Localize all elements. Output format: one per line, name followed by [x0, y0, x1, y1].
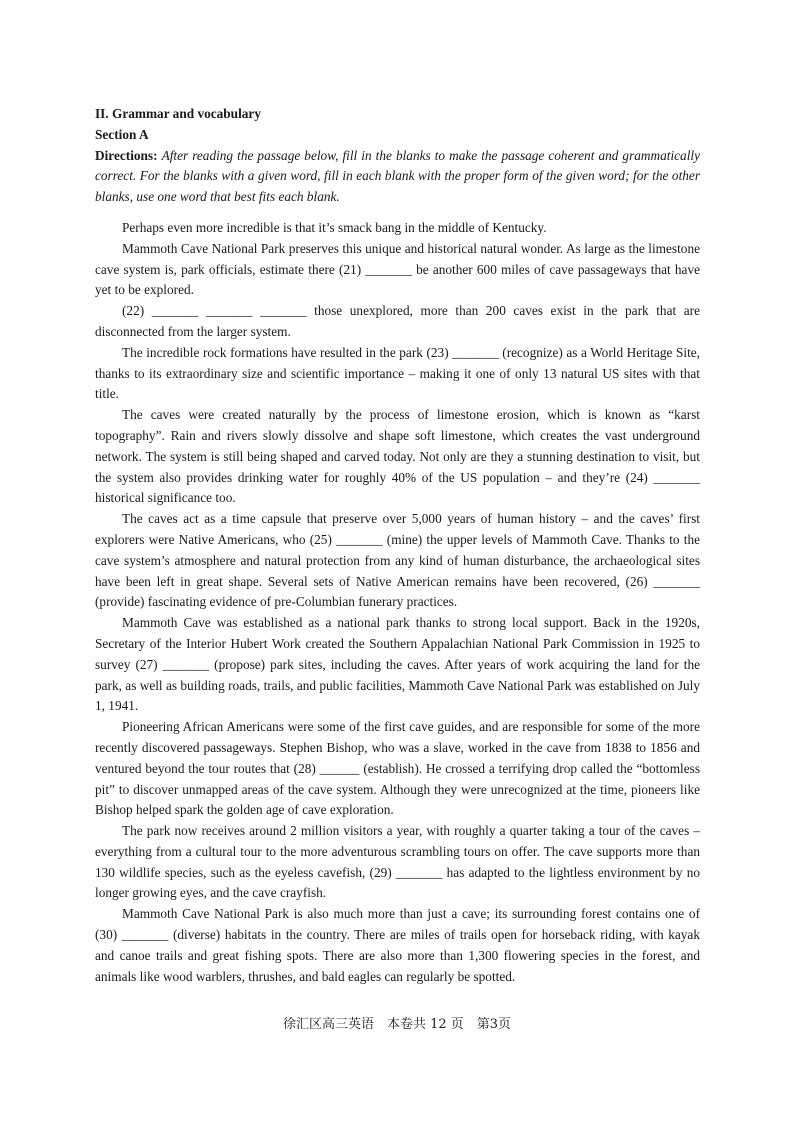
- spacer: [95, 208, 700, 218]
- passage-paragraph: The incredible rock formations have resulted in the park (23) _______ (recognize) as a World Heritage Site, thanks to its extraordinary size and scientific importance – making it one of only 13 natural US sites with that title.: [95, 344, 700, 402]
- directions-label: Directions:: [95, 147, 158, 163]
- passage-paragraph: Mammoth Cave was established as a national park thanks to strong local support. Back in the 1920s, Secretary of the Interior Hubert Work created the Southern Appalachian National Park Commission in 1925 to survey (27) _______ (propose) park sites, including the caves. After years of work acquiring the land for the park, as well as building roads, trails, and public facilities, Mammoth Cave National Park was established on July 1, 1941.: [95, 615, 700, 714]
- passage: [95, 218, 700, 987]
- passage-paragraph: Mammoth Cave National Park is also much more than just a cave; its surrounding forest contains one of (30) _______ (diverse) habitats in the country. There are miles of trails open for horseback riding, with kayak and canoe trails and great fishing spots. There are also more than 1,300 flowering species in the forest, and animals like wood warblers, thrushes, and bald eagles can regularly be spotted.: [95, 906, 700, 984]
- passage-paragraph: Mammoth Cave National Park preserves this unique and historical natural wonder. As large as the limestone cave system is, park officials, estimate there (21) _______ be another 600 miles of cave passageways that have yet to be explored.: [95, 240, 700, 298]
- passage-paragraph: The park now receives around 2 million visitors a year, with roughly a quarter taking a tour of the caves – everything from a cultural tour to the more adventurous scrambling tours on offer. The cave supports more than 130 wildlife species, such as the eyeless cavefish, (29) _______ has adapted to the lightless environment by no longer growing eyes, and the cave crayfish.: [95, 823, 700, 901]
- directions-text: After reading the passage below, fill in the blanks to make the passage coherent and grammatically correct. For the blanks with a given word, fill in each blank with the proper form of the given word; for the other blanks, use one word that best fits each blank.: [95, 147, 700, 205]
- section-title: II. Grammar and vocabulary: [95, 106, 261, 121]
- page-footer: 徐汇区高三英语 本卷共 12 页 第3页: [282, 1017, 512, 1032]
- passage-paragraph: The caves act as a time capsule that preserve over 5,000 years of human history – and the caves’ first explorers were Native Americans, who (25) _______ (mine) the upper levels of Mammoth Cave. Thanks to the cave system’s atmosphere and natural protection from any kind of human disturbance, the archaeological sites have been left in great shape. Several sets of Native American remains have been recovered, (26) _______ (provide) fascinating evidence of pre-Columbian funerary practices.: [95, 511, 700, 610]
- passage-paragraph: (22) _______ _______ _______ those unexplored, more than 200 caves exist in the park that are disconnected from the larger system.: [95, 303, 700, 339]
- page-content: [95, 104, 700, 987]
- directions: [95, 146, 700, 208]
- passage-paragraph: Pioneering African Americans were some of the first cave guides, and are responsible for some of the more recently discovered passageways. Stephen Bishop, who was a slave, worked in the cave from 1838 to 1856 and ventured beyond the tour routes that (28) ______ (establish). He crossed a terrifying drop called the “bottomless pit” to discover unmapped areas of the cave system. Although they were unrecognized at the time, pioneers like Bishop helped spark the golden age of cave exploration.: [95, 719, 700, 818]
- passage-paragraph: The caves were created naturally by the process of limestone erosion, which is known as “karst topography”. Rain and rivers slowly dissolve and shape soft limestone, which creates the vast underground network. The system is still being shaped and carved today. Not only are they a stunning destination to visit, but the system also provides drinking water for roughly 40% of the US population – and they’re (24) _______ historical significance too.: [95, 407, 700, 506]
- passage-paragraph: Perhaps even more incredible is that it’s smack bang in the middle of Kentucky.: [122, 219, 547, 235]
- section-subtitle: Section A: [95, 126, 149, 142]
